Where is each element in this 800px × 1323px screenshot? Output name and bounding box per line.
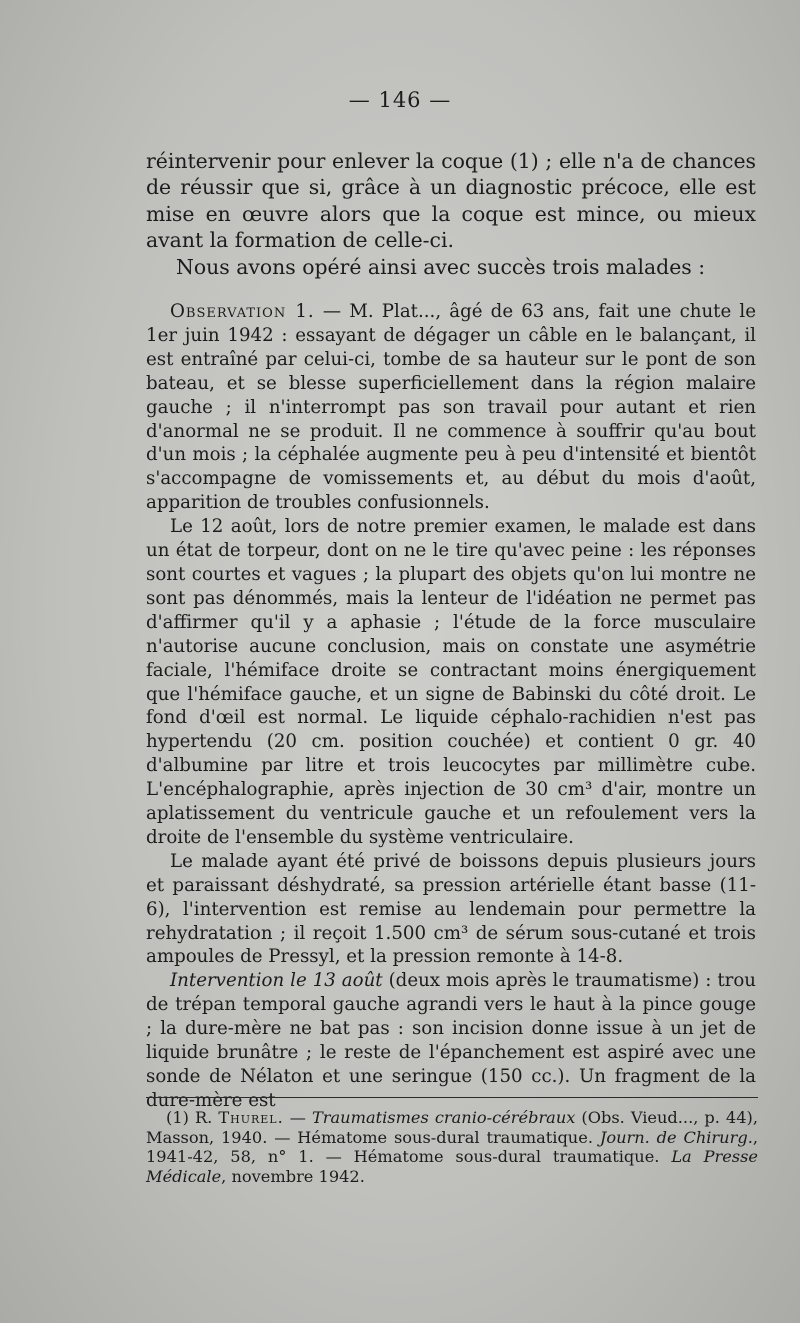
observation-label: Observation 1. [170,301,315,322]
footnote-title-3: La Presse Médicale [146,1147,758,1186]
footnote-number: (1) R. [166,1108,219,1127]
observation-paragraph-1-text: — M. Plat..., âgé de 63 ans, fait une chute le 1er juin 1942 : essayant de dégager un câble en le balançant, il est entraîné par celui-ci, tombe de sa hauteur sur le pont de son bateau, et se blesse superficiellement dans la région malaire gauche ; il n'interrompt pas son travail pour autant et rien d'anormal ne se produit. Il ne commence à souffrir qu'au bout d'un mois ; la céphalée augmente peu à peu d'intensité et bientôt s'accompagne de vomissements et, au début du mois d'août, apparition de troubles confusionnels. [146,301,756,514]
observation-paragraph-2: Le 12 août, lors de notre premier examen, le malade est dans un état de torpeur, dont on ne le tire qu'avec peine : les réponses sont courtes et vagues ; la plupart des objets qu'on lui montre ne sont pas dénommés, mais la lenteur de l'idéation ne permet pas d'affirmer qu'il y a aphasie ; l'étude de la force musculaire n'autorise aucune conclusion, mais on constate une asymétrie faciale, l'hémiface droite se contractant moins énergiquement que l'hémiface gauche, et un signe de Babinski du côté droit. Le fond d'œil est normal. Le liquide céphalo-rachidien n'est pas hypertendu (20 cm. position couchée) et contient 0 gr. 40 d'albumine par litre et trois leucocytes par millimètre cube. L'encéphalographie, après injection de 30 cm³ d'air, montre un aplatissement du ventricule gauche et un refoulement vers la droite de l'ensemble du système ventriculaire. [146,516,756,848]
observation-paragraph-4-text: (deux mois après le traumatisme) : trou de trépan temporal gauche agrandi vers le haut à la pince gouge ; la dure-mère ne bat pas : son incision donne issue à un jet de liquide brunâtre ; le reste de l'épanchement est aspiré avec une sonde de Nélaton et une seringue (150 cc.). Un fragment de la dure-mère est [146,970,757,1111]
intro-paragraph-1: réintervenir pour enlever la coque (1) ; elle n'a de chances de réussir que si, grâce à un diagnostic précoce, elle est mise en œuvre alors que la coque est mince, ou mieux avant la formation de celle-ci. [146,149,756,253]
footnote-divider [146,1097,758,1098]
observation-section [146,300,756,1113]
footnote-text-4: , novembre 1942. [221,1166,365,1186]
footnote-text-1: — [283,1108,312,1127]
footnote [146,1108,758,1186]
observation-paragraph-4 [146,969,756,1112]
observation-paragraph-3: Le malade ayant été privé de boissons depuis plusieurs jours et paraissant déshydraté, sa pression artérielle étant basse (11-6), l'intervention est remise au lendemain pour permettre la rehydratation ; il reçoit 1.500 cm³ de sérum sous-cutané et trois ampoules de Pressyl, et la pression remonte à 14-8. [146,850,756,968]
footnote-title-2: Journ. de Chirurg. [599,1127,753,1147]
footnote-text-2: (Obs. Vieud..., p. 44), Masson, 1940. — Hématome sous-dural traumatique. [146,1108,758,1147]
observation-paragraph-1 [146,300,756,515]
page-number: — 146 — [348,88,452,112]
footnote-text-3: , 1941-42, 58, n° 1. — Hématome sous-dural traumatique. [146,1127,759,1167]
intro-paragraph-2: Nous avons opéré ainsi avec succès trois malades : [176,254,706,279]
intro-section [146,148,756,280]
footnote-title-1: Traumatismes cranio-cérébraux [311,1108,576,1127]
footnote-author: Thurel. [218,1108,284,1127]
intervention-label: Intervention le 13 août [170,970,383,992]
